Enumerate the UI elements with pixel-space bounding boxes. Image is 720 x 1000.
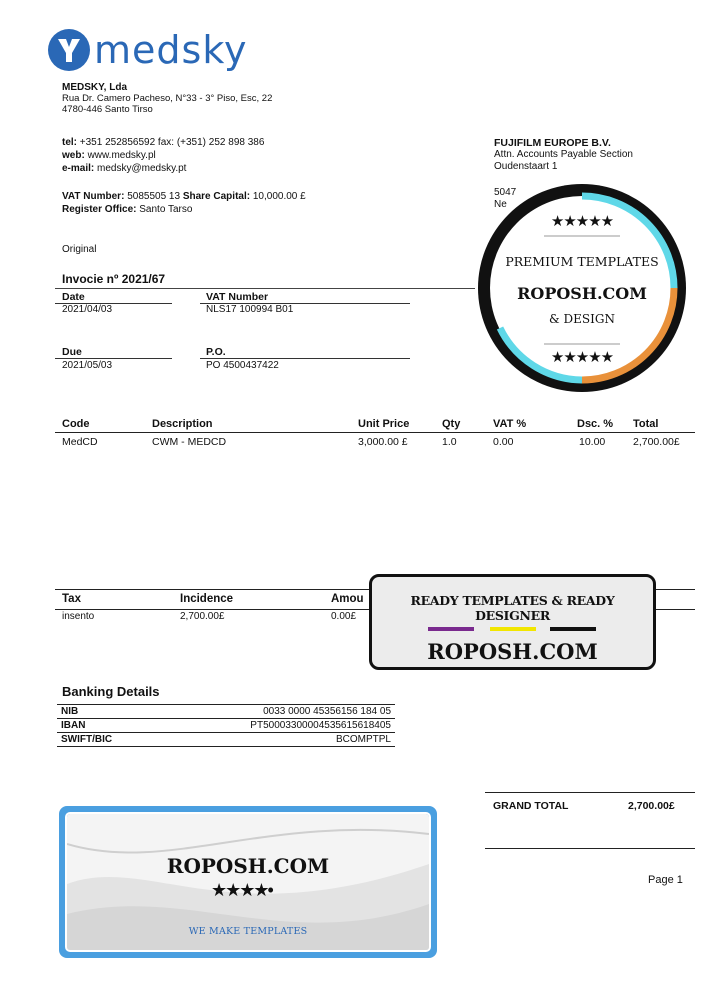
due-label: Due (62, 346, 82, 358)
tel-label: tel: (62, 137, 77, 148)
stamp-line1: PREMIUM TEMPLATES (505, 254, 659, 269)
tel-value: +351 252856592 (79, 137, 156, 148)
client-line2: Oudenstaart 1 (494, 161, 558, 172)
title-divider (55, 288, 475, 289)
stamp-line2: ROPOSH.COM (517, 284, 647, 303)
table-row (57, 705, 395, 719)
logo-wordmark: medsky (94, 28, 248, 72)
card-line2: WE MAKE TEMPLATES (188, 926, 308, 937)
card-line1: ROPOSH.COM (166, 854, 330, 878)
col-unit-price: Unit Price (358, 418, 410, 430)
vat-number-value: 5085505 13 (127, 191, 181, 202)
col-description: Description (152, 418, 213, 430)
items-header-divider (55, 432, 695, 433)
share-capital-label: Share Capital: (182, 191, 251, 202)
due-divider (55, 358, 172, 359)
vat-number-label: VAT Number: (62, 191, 125, 202)
nib-value: 0033 0000 45356156 184 05 (263, 706, 391, 717)
po-label: P.O. (206, 346, 226, 358)
col-tax: Tax (62, 593, 81, 605)
banner-line2: ROPOSH.COM (427, 639, 598, 664)
client-line3: 5047 (494, 187, 517, 198)
col-code: Code (62, 418, 90, 430)
email-label: e-mail: (62, 163, 95, 174)
item-vat: 0.00 (493, 436, 514, 448)
email-value: medsky@medsky.pt (97, 163, 187, 174)
banner-purple-bar (428, 627, 474, 631)
web-value: www.medsky.pl (87, 150, 156, 161)
company-registration (62, 190, 402, 216)
date-label: Date (62, 291, 85, 303)
fax-value: (+351) 252 898 386 (176, 137, 265, 148)
po-value: PO 4500437422 (206, 360, 279, 371)
web-label: web: (62, 150, 85, 161)
swift-value: BCOMPTPL (335, 734, 391, 745)
client-vat-label: VAT Number (206, 291, 269, 303)
banner-black-bar (550, 627, 596, 631)
col-amount: Amou (331, 593, 364, 605)
iban-value: PT50003300004535615618405 (250, 720, 391, 731)
ready-templates-banner (369, 574, 656, 670)
item-discount: 10.00 (579, 436, 606, 448)
table-row (57, 733, 395, 747)
company-logo (48, 28, 247, 72)
tax-name: insento (62, 611, 95, 622)
company-address-line1: Rua Dr. Camero Pacheso, N°33 - 3° Piso, Esc, 22 (62, 93, 273, 104)
company-info (62, 82, 362, 115)
col-qty: Qty (442, 418, 461, 430)
banking-title: Banking Details (62, 684, 160, 699)
grand-total-label: GRAND TOTAL (493, 800, 569, 812)
premium-templates-stamp (472, 178, 692, 398)
tax-incidence: 2,700.00£ (180, 611, 225, 622)
col-total: Total (633, 418, 659, 430)
stamp-stars-top: ★★★★★ (550, 213, 614, 230)
register-office-value: Santo Tarso (139, 204, 193, 215)
company-name: MEDSKY, Lda (62, 82, 128, 93)
item-description: CWM - MEDCD (152, 436, 227, 448)
item-code: MedCD (62, 436, 98, 448)
register-office-label: Register Office: (62, 204, 137, 215)
iban-label: IBAN (61, 720, 86, 731)
grand-total-value: 2,700.00£ (628, 800, 675, 812)
banking-table (57, 704, 395, 747)
item-qty: 1.0 (442, 436, 457, 448)
client-line1: Attn. Accounts Payable Section (494, 149, 633, 160)
date-value: 2021/04/03 (62, 304, 113, 315)
client-name: FUJIFILM EUROPE B.V. (494, 137, 611, 149)
we-make-templates-card (59, 806, 437, 958)
client-vat-value: NLS17 100994 B01 (206, 304, 294, 315)
card-stars: ★★★★• (211, 880, 272, 900)
col-discount: Dsc. % (577, 418, 614, 430)
nib-label: NIB (61, 706, 79, 717)
swift-label: SWIFT/BIC (61, 734, 113, 745)
banner-line1: READY TEMPLATES & READY DESIGNER (410, 593, 615, 623)
logo-y-icon (48, 29, 90, 71)
company-contact (62, 136, 382, 175)
item-total: 2,700.00£ (633, 436, 680, 448)
tax-amount: 0.00£ (331, 611, 357, 622)
stamp-stars-bottom: ★★★★★ (550, 349, 614, 366)
company-address-line2: 4780-446 Santo Tirso (62, 104, 153, 115)
grand-total-bottom-divider (485, 848, 695, 849)
copy-type: Original (62, 244, 97, 255)
col-incidence: Incidence (180, 593, 234, 605)
share-capital-value: 10,000.00 £ (252, 191, 306, 202)
po-divider (200, 358, 410, 359)
card-inner-panel (65, 812, 431, 952)
items-table-header (55, 418, 695, 432)
stamp-line3: & DESIGN (549, 312, 615, 326)
table-row (57, 719, 395, 733)
item-unit-price: 3,000.00 £ (358, 436, 408, 448)
grand-total-top-divider (485, 792, 695, 793)
banner-yellow-bar (490, 627, 536, 631)
due-value: 2021/05/03 (62, 360, 113, 371)
page-number: Page 1 (648, 874, 683, 886)
invoice-title: Invocie nº 2021/67 (62, 272, 166, 286)
client-line4: Ne (494, 199, 507, 210)
fax-label: fax: (157, 137, 175, 148)
col-vat: VAT % (493, 418, 527, 430)
